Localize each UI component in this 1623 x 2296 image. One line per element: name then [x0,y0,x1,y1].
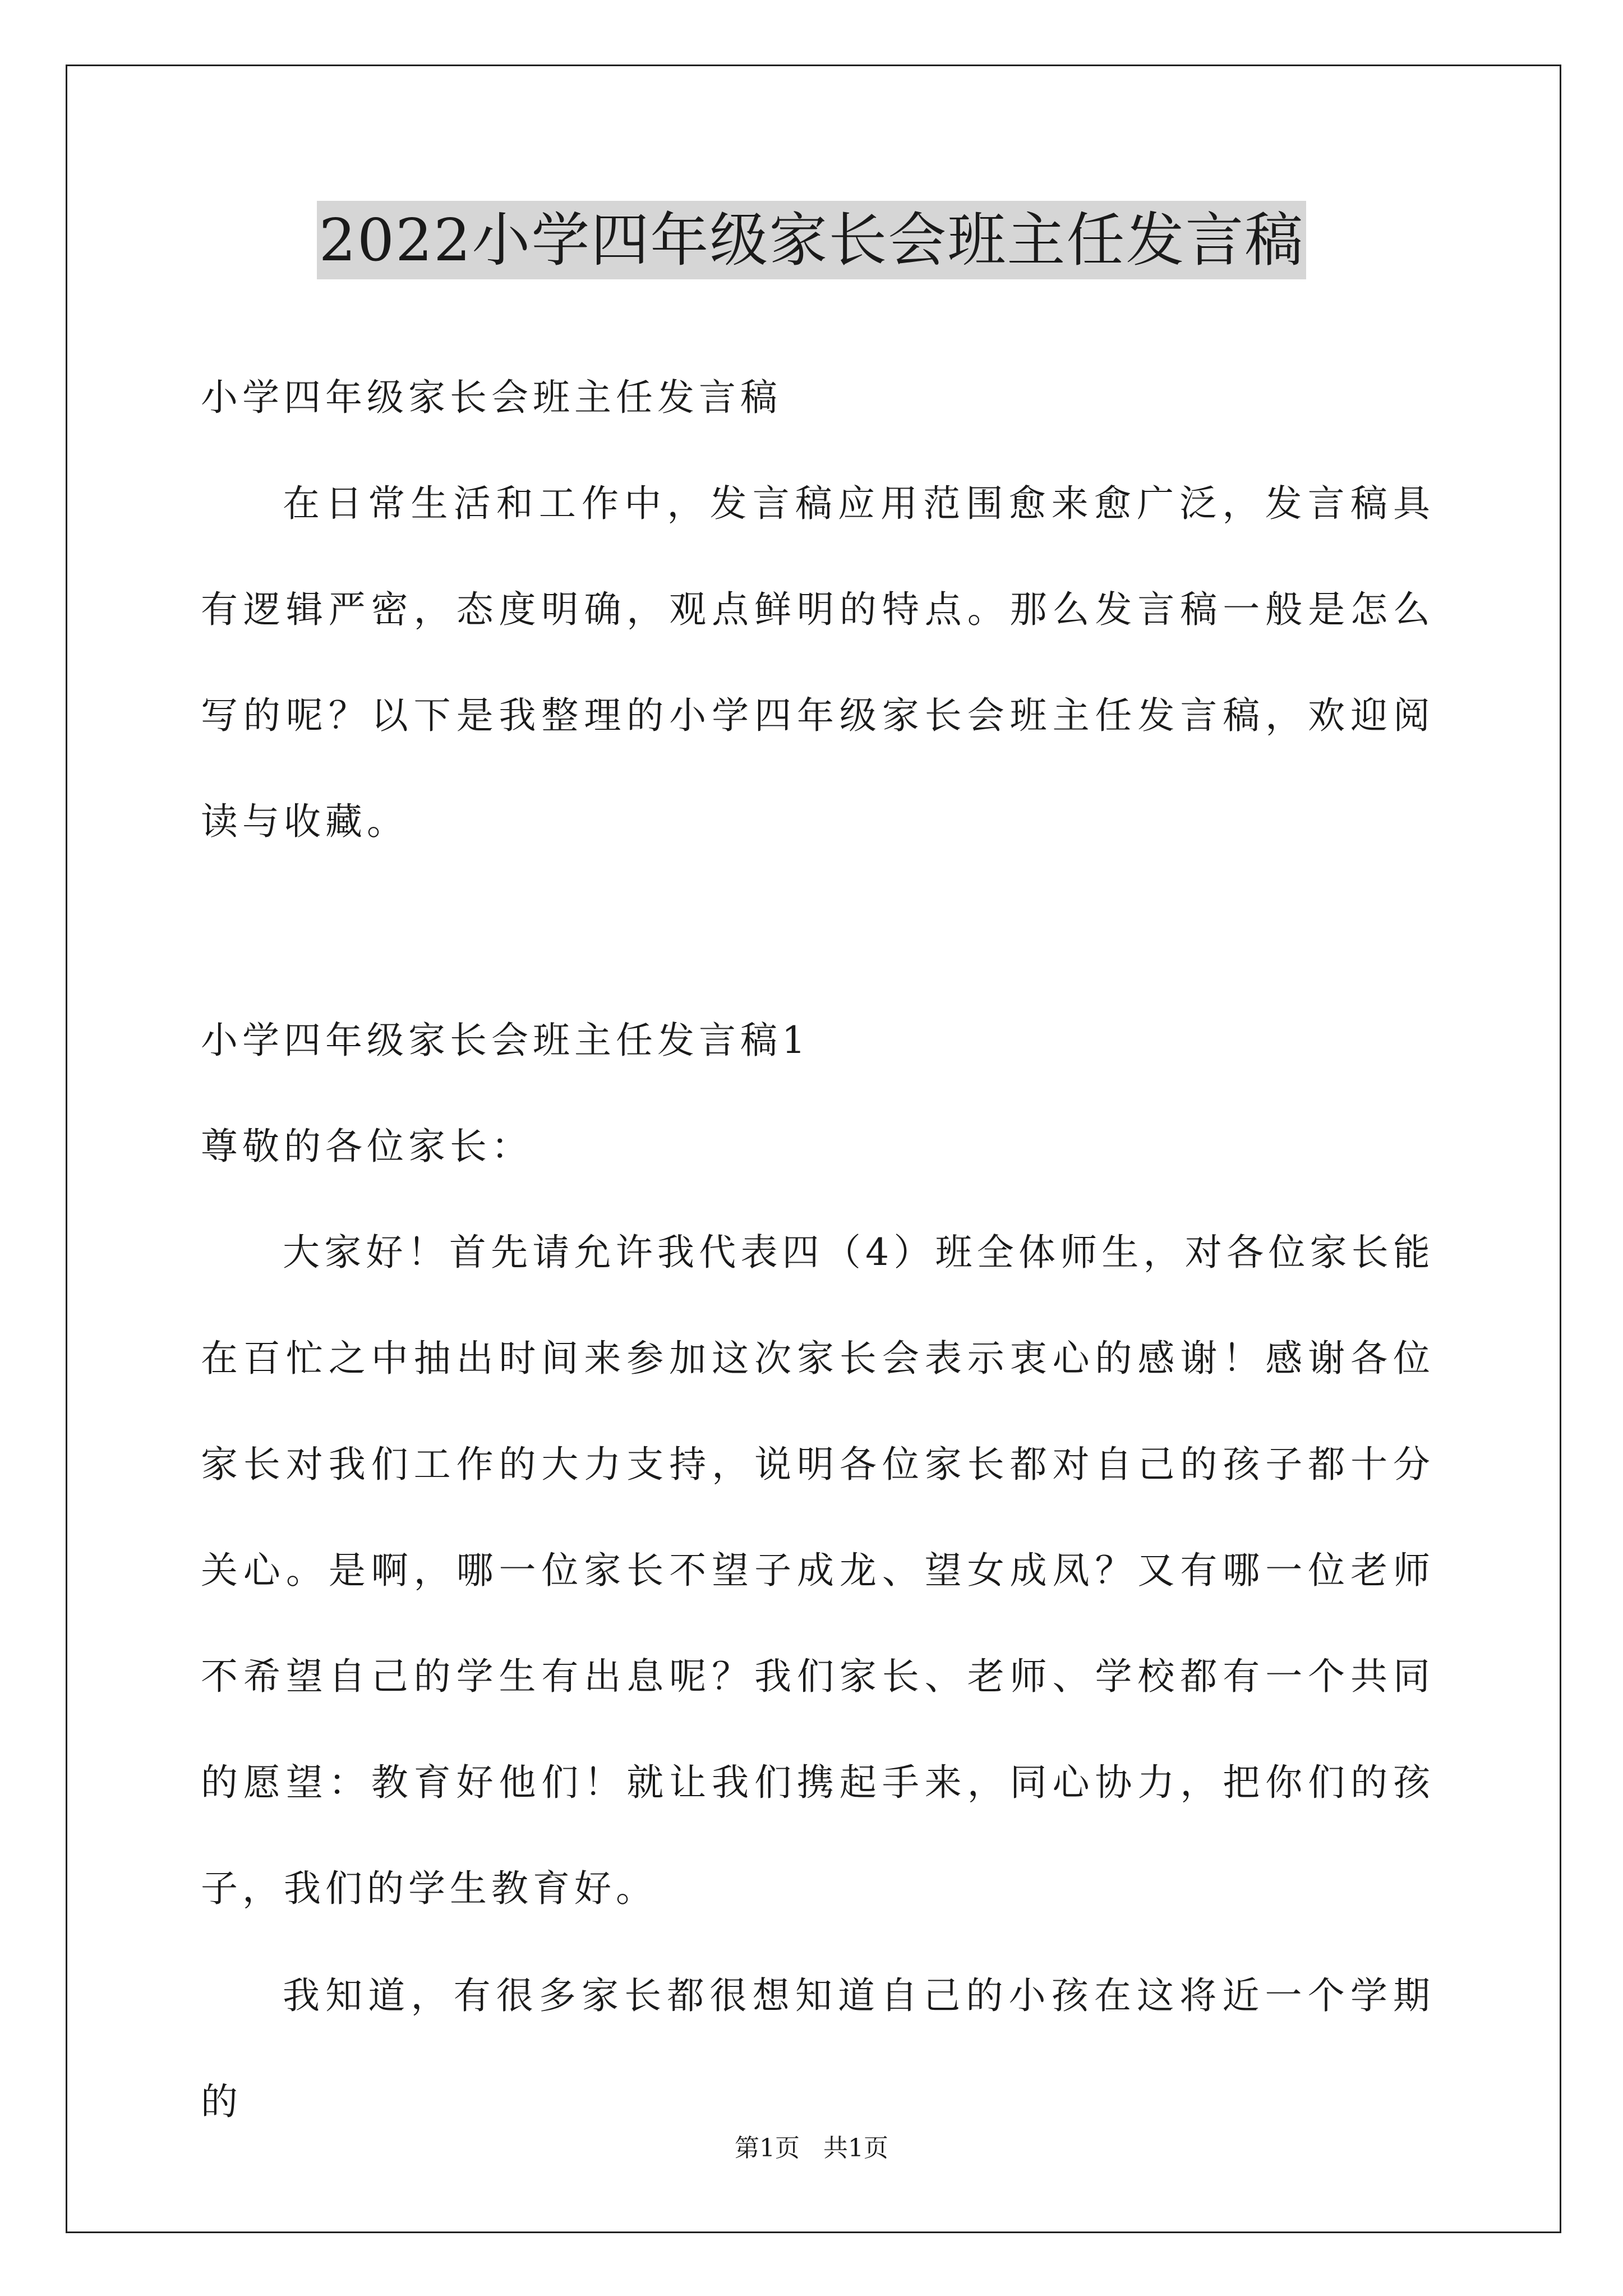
body-paragraph: 大家好！首先请允许我代表四（4）班全体师生，对各位家长能在百忙之中抽出时间来参加这次家长会表示衷心的感谢！感谢各位家长对我们工作的大力支持，说明各位家长都对自己的孩子都十分关心。是啊，哪一位家长不望子成龙、望女成凤？又有哪一位老师不希望自己的学生有出息呢？我们家长、老师、学校都有一个共同的愿望：教育好他们！就让我们携起手来，同心协力，把你们的孩子，我们的学生教育好。 [201,1231,1435,1910]
subtitle-paragraph: 小学四年级家长会班主任发言稿 [201,376,782,419]
salutation: 尊敬的各位家长： [201,1125,533,1168]
section-heading: 小学四年级家长会班主任发言稿1 [201,1019,810,1062]
intro-paragraph: 在日常生活和工作中，发言稿应用范围愈来愈广泛，发言稿具有逻辑严密，态度明确，观点鲜明的特点。那么发言稿一般是怎么写的呢？以下是我整理的小学四年级家长会班主任发言稿，欢迎阅读与收藏。 [201,482,1435,843]
body-paragraph: 我知道，有很多家长都很想知道自己的小孩在这将近一个学期的 [201,1974,1435,2123]
title-container [0,201,1623,279]
page-footer: 第1页 共1页 [735,2134,888,2162]
document-title: 2022小学四年级家长会班主任发言稿 [317,201,1307,279]
